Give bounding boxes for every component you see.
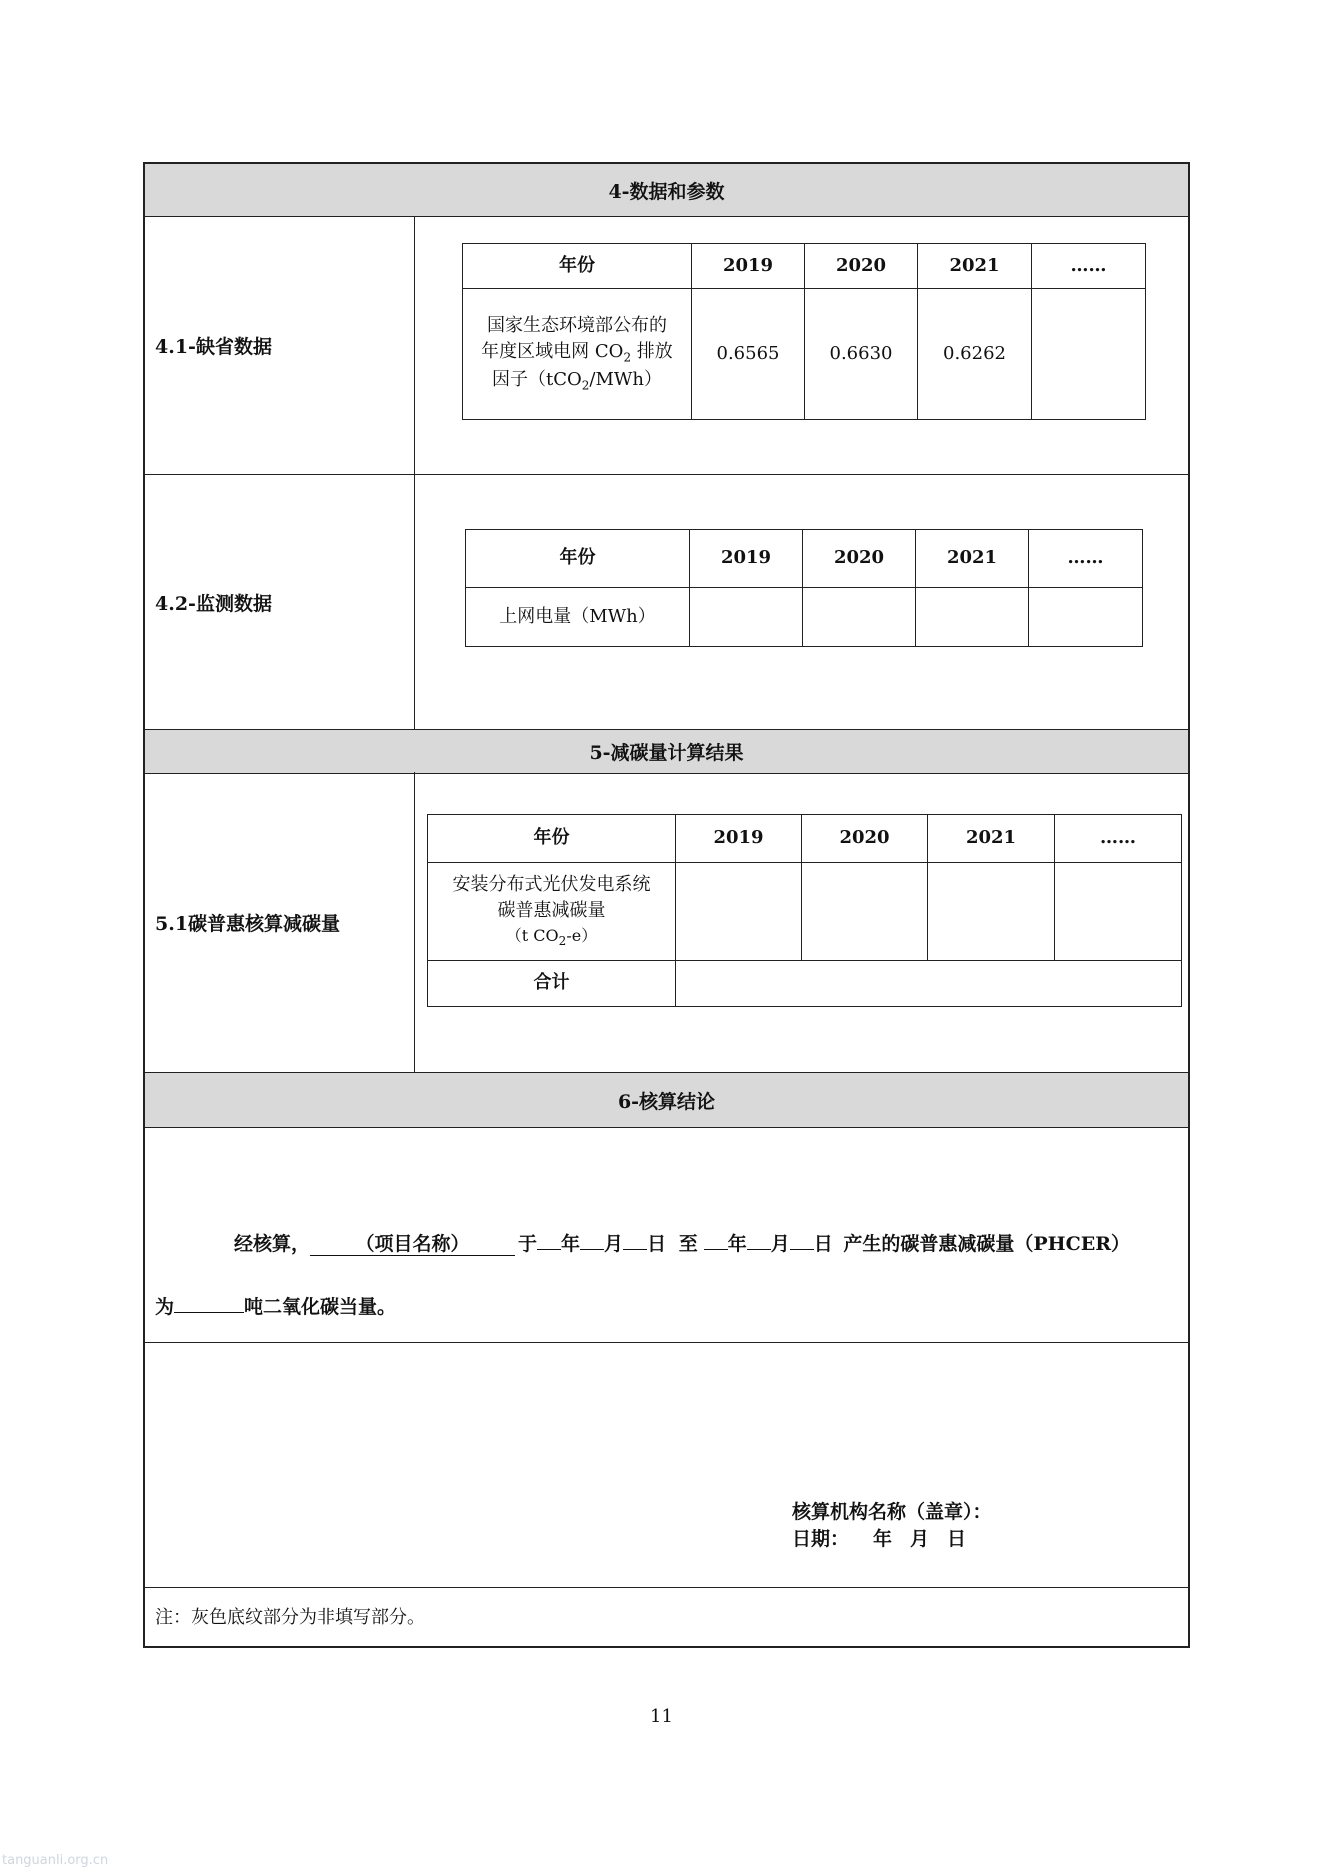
section-4-1-label-text: 4.1-缺省数据	[155, 335, 272, 358]
header-more: ……	[1055, 815, 1182, 863]
conclusion-line-2: 为 吨二氧化碳当量。	[155, 1290, 396, 1319]
value-2019[interactable]	[690, 588, 803, 647]
value-2021[interactable]	[916, 588, 1029, 647]
header-2019: 2019	[676, 815, 802, 863]
header-more: ……	[1029, 530, 1143, 588]
section-5-1-label-text: 5.1碳普惠核算减碳量	[155, 912, 341, 935]
default-data-table	[462, 243, 1146, 420]
row-divider-note	[145, 1587, 1188, 1588]
table-header-row	[428, 815, 1182, 863]
row-label-line-3: 因子（tCO$_2$/MWh）	[492, 369, 662, 393]
row-divider-41-42	[145, 474, 1188, 475]
reduction-amount-blank[interactable]	[174, 1290, 244, 1313]
header-more: ……	[1032, 244, 1146, 289]
header-2020: 2020	[805, 244, 918, 289]
value-more[interactable]	[1029, 588, 1143, 647]
label-column-divider-5	[414, 772, 415, 1072]
value-more[interactable]	[1055, 863, 1182, 961]
end-day-blank[interactable]	[790, 1227, 814, 1250]
conclusion-line-1: 经核算， （项目名称） 于 年 月 日 至 年 月 日 产生的碳普惠减碳量（PHCER）	[234, 1227, 1130, 1256]
header-2021: 2021	[916, 530, 1029, 588]
section-4-title: 4-数据和参数	[608, 180, 725, 203]
reduction-result-table	[427, 814, 1182, 1007]
form-table	[143, 162, 1190, 1648]
page-number: 11	[650, 1706, 673, 1727]
section-6-header	[145, 1072, 1188, 1128]
table-row	[428, 863, 1182, 961]
section-4-1-label	[155, 216, 272, 474]
header-2019: 2019	[692, 244, 805, 289]
start-day-blank[interactable]	[623, 1227, 647, 1250]
header-2021: 2021	[918, 244, 1032, 289]
header-2019: 2019	[690, 530, 803, 588]
table-row	[463, 289, 1146, 420]
value-2019[interactable]	[676, 863, 802, 961]
org-name-label: 核算机构名称（盖章）：	[792, 1501, 992, 1523]
header-year: 年份	[466, 530, 690, 588]
emission-factor-label	[463, 289, 692, 420]
header-2020: 2020	[802, 815, 928, 863]
watermark: tanguanli.org.cn	[2, 1853, 109, 1868]
project-name-blank[interactable]: （项目名称）	[310, 1233, 515, 1256]
table-header-row	[463, 244, 1146, 289]
section-4-header	[145, 164, 1188, 217]
start-month-blank[interactable]	[580, 1227, 604, 1250]
value-2020: 0.6630	[805, 289, 918, 420]
row-label-line-3: （t $CO_2-e$）	[505, 926, 598, 949]
section-4-2-label	[155, 475, 272, 729]
row-label-line-1: 安装分布式光伏发电系统	[452, 874, 651, 896]
row-label-line-2: 年度区域电网 $CO_2$ 排放	[481, 341, 673, 365]
row-label-line-2: 碳普惠减碳量	[497, 900, 606, 922]
header-2020: 2020	[803, 530, 916, 588]
section-5-1-label	[155, 772, 340, 1072]
header-year: 年份	[428, 815, 676, 863]
end-year-blank[interactable]	[704, 1227, 728, 1250]
label-column-divider	[414, 216, 415, 729]
value-2021[interactable]	[928, 863, 1055, 961]
section-4-2-label-text: 4.2-监测数据	[155, 592, 272, 615]
value-2020[interactable]	[802, 863, 928, 961]
value-more	[1032, 289, 1146, 420]
row-label-line-1: 国家生态环境部公布的	[487, 314, 667, 336]
section-5-title: 5-减碳量计算结果	[589, 742, 744, 764]
date-label: 日期： 年 月 日	[792, 1528, 967, 1550]
section-5-header	[145, 729, 1188, 774]
total-row	[428, 961, 1182, 1007]
table-row	[466, 588, 1143, 647]
value-2019: 0.6565	[692, 289, 805, 420]
header-year: 年份	[463, 244, 692, 289]
start-year-blank[interactable]	[537, 1227, 561, 1250]
row-divider-signature	[145, 1342, 1188, 1343]
monitoring-data-table	[465, 529, 1143, 647]
total-label: 合计	[428, 961, 676, 1007]
phcer-label	[428, 863, 676, 961]
value-2021: 0.6262	[918, 289, 1032, 420]
grid-electricity-label: 上网电量（MWh）	[466, 588, 690, 647]
header-2021: 2021	[928, 815, 1055, 863]
note-text: 注：灰色底纹部分为非填写部分。	[155, 1607, 425, 1628]
end-month-blank[interactable]	[747, 1227, 771, 1250]
total-value[interactable]	[676, 961, 1182, 1007]
value-2020[interactable]	[803, 588, 916, 647]
table-header-row	[466, 530, 1143, 588]
section-6-title: 6-核算结论	[617, 1090, 716, 1113]
